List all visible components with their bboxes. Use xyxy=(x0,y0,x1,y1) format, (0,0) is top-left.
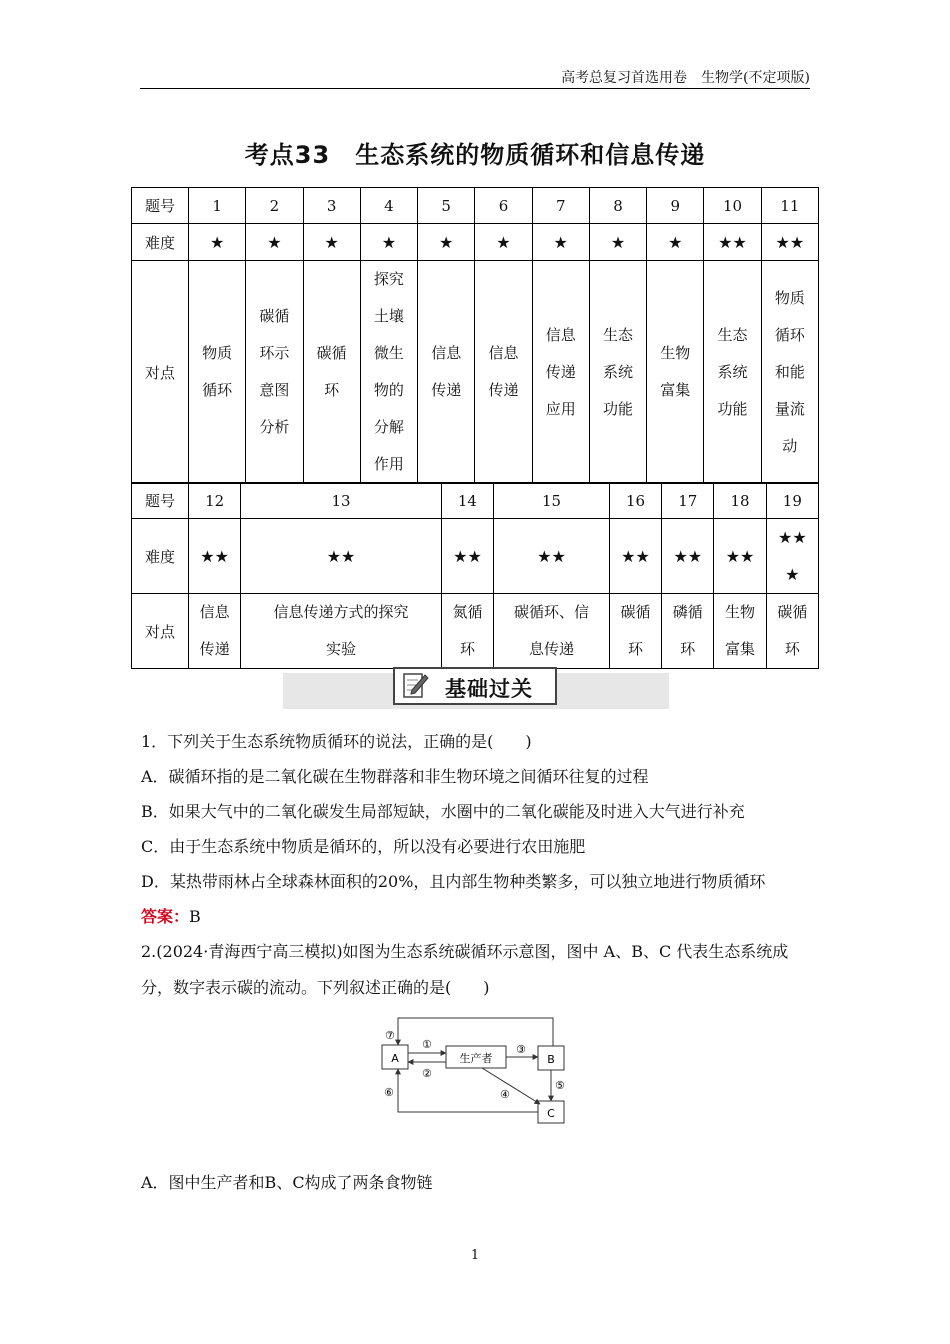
row-label-topic: 对点 xyxy=(132,261,189,484)
carbon-cycle-diagram xyxy=(370,1010,590,1130)
topic-line: 碳循 xyxy=(259,307,290,325)
topic-line: 功能 xyxy=(602,399,633,418)
topic-cell xyxy=(704,261,761,484)
arrow-4 xyxy=(482,1068,540,1104)
page-number: 1 xyxy=(470,1248,480,1263)
section-banner-box xyxy=(393,667,557,705)
topic-line: 微生 xyxy=(373,344,404,362)
topic-line: 量流 xyxy=(774,399,805,418)
difficulty-cell: ★★ xyxy=(441,519,493,594)
arrow-4-label: ④ xyxy=(500,1088,510,1101)
difficulty-table-1 xyxy=(131,187,819,484)
topic-cell xyxy=(241,594,442,669)
topic-cell xyxy=(360,261,417,484)
topic-line: 传递 xyxy=(488,381,519,399)
topic-line: 系统 xyxy=(717,362,748,381)
question-number-cell: 17 xyxy=(662,483,714,519)
difficulty-line: ★ xyxy=(785,565,800,584)
topic-cell xyxy=(532,261,589,484)
topic-line: 循环 xyxy=(202,381,233,399)
arrow-7-label: ⑦ xyxy=(385,1029,395,1042)
topic-line: 系统 xyxy=(602,362,633,381)
topic-cell xyxy=(662,594,714,669)
topic-line: 信息 xyxy=(431,344,462,362)
topic-line: 环 xyxy=(324,381,340,399)
question-number-cell: 12 xyxy=(189,483,241,519)
topic-cell xyxy=(189,261,246,484)
topic-line: 探究 xyxy=(373,270,404,288)
topic-cell xyxy=(475,261,532,484)
row-label-difficulty: 难度 xyxy=(132,519,189,594)
topic-line: 功能 xyxy=(717,399,748,418)
topic-line: 分解 xyxy=(373,418,404,436)
arrow-6-label: ⑥ xyxy=(384,1086,394,1099)
topic-line: 动 xyxy=(782,436,798,455)
topic-cell xyxy=(589,261,646,484)
question-number-cell: 8 xyxy=(589,188,646,224)
difficulty-cell: ★★ xyxy=(761,224,818,261)
question-number-cell: 4 xyxy=(360,188,417,224)
topic-line: 碳循 xyxy=(777,603,808,621)
question-number-cell: 6 xyxy=(475,188,532,224)
difficulty-cell: ★ xyxy=(418,224,475,261)
arrow-5-label: ⑤ xyxy=(555,1079,565,1092)
topic-line: 信息 xyxy=(199,603,230,621)
answer-value: B xyxy=(189,907,201,926)
difficulty-cell: ★★ xyxy=(494,519,610,594)
difficulty-cell: ★★ xyxy=(662,519,714,594)
topic-line: 信息传递方式的探究 xyxy=(273,603,409,621)
pencil-icon xyxy=(403,672,429,700)
difficulty-cell: ★ xyxy=(589,224,646,261)
question-number-cell: 7 xyxy=(532,188,589,224)
topic-line: 生物 xyxy=(660,344,691,362)
topic-line: 传递 xyxy=(545,362,576,381)
difficulty-table-2 xyxy=(131,482,819,669)
topic-line: 生态 xyxy=(602,325,633,344)
header-text: 高考总复习首选用卷 生物学(不定项版) xyxy=(561,70,810,86)
topic-cell xyxy=(609,594,661,669)
question-number-cell: 3 xyxy=(303,188,360,224)
topic-cell xyxy=(766,594,818,669)
topic-cell xyxy=(246,261,303,484)
q1-option-c: C．由于生态系统中物质是循环的，所以没有必要进行农田施肥 xyxy=(141,837,586,856)
arrow-6 xyxy=(398,1069,538,1112)
difficulty-cell: ★ xyxy=(246,224,303,261)
q1-answer xyxy=(141,904,201,927)
topic-line: 循环 xyxy=(774,325,805,344)
topic-line: 磷循 xyxy=(672,603,703,621)
topic-cell xyxy=(441,594,493,669)
topic-line: 物质 xyxy=(774,288,805,307)
row-label-difficulty: 难度 xyxy=(132,224,189,261)
topic-line: 信息 xyxy=(545,325,576,344)
question-number-cell: 13 xyxy=(241,483,442,519)
topic-line: 碳循 xyxy=(316,344,347,362)
q1-option-b: B．如果大气中的二氧化碳发生局部短缺，水圈中的二氧化碳能及时进入大气进行补充 xyxy=(141,802,745,821)
topic-cell xyxy=(647,261,704,484)
node-b-label: B xyxy=(547,1053,555,1066)
question-number-cell: 11 xyxy=(761,188,818,224)
topic-line: 信息 xyxy=(488,344,519,362)
topic-line: 碳循环、信 xyxy=(513,603,589,621)
difficulty-cell: ★ xyxy=(303,224,360,261)
arrow-2-label: ② xyxy=(422,1067,432,1080)
topic-line: 富集 xyxy=(725,640,756,658)
arrow-3-label: ③ xyxy=(516,1043,526,1056)
question-number-cell: 18 xyxy=(714,483,766,519)
topic-line: 富集 xyxy=(660,381,691,399)
question-number-cell: 19 xyxy=(766,483,818,519)
topic-line: 传递 xyxy=(431,381,462,399)
page-title: 考点33 生态系统的物质循环和信息传递 xyxy=(244,141,706,169)
difficulty-cell: ★★ xyxy=(704,224,761,261)
topic-line: 环示 xyxy=(259,344,290,362)
difficulty-cell xyxy=(766,519,818,594)
topic-cell xyxy=(418,261,475,484)
difficulty-line: ★★ xyxy=(778,528,807,547)
difficulty-cell: ★ xyxy=(647,224,704,261)
row-label-topic: 对点 xyxy=(132,594,189,669)
topic-line: 作用 xyxy=(373,455,404,473)
difficulty-cell: ★★ xyxy=(714,519,766,594)
question-number-cell: 14 xyxy=(441,483,493,519)
topic-line: 传递 xyxy=(199,640,230,658)
difficulty-cell: ★★ xyxy=(189,519,241,594)
topic-line: 物质 xyxy=(202,344,233,362)
topic-cell xyxy=(189,594,241,669)
topic-line: 意图 xyxy=(259,381,290,399)
difficulty-cell: ★★ xyxy=(609,519,661,594)
node-producer-label: 生产者 xyxy=(459,1052,493,1065)
topic-line: 分析 xyxy=(259,418,290,436)
topic-line: 生态 xyxy=(717,325,748,344)
question-number-cell: 5 xyxy=(418,188,475,224)
q1-stem: 1．下列关于生态系统物质循环的说法，正确的是( ) xyxy=(141,732,532,751)
topic-line: 环 xyxy=(680,640,696,658)
topic-cell xyxy=(714,594,766,669)
question-number-cell: 16 xyxy=(609,483,661,519)
topic-cell xyxy=(494,594,610,669)
question-number-cell: 2 xyxy=(246,188,303,224)
topic-line: 环 xyxy=(784,640,800,658)
difficulty-cell: ★ xyxy=(475,224,532,261)
difficulty-cell: ★ xyxy=(360,224,417,261)
topic-cell xyxy=(761,261,818,484)
q2-stem-line2: 分，数字表示碳的流动。下列叙述正确的是( ) xyxy=(141,978,490,997)
question-number-cell: 1 xyxy=(189,188,246,224)
arrow-1-label: ① xyxy=(422,1038,432,1051)
topic-line: 物的 xyxy=(373,381,404,399)
question-number-cell: 15 xyxy=(494,483,610,519)
topic-line: 碳循 xyxy=(620,603,651,621)
banner-label: 基础过关 xyxy=(445,677,533,701)
topic-line: 实验 xyxy=(326,640,357,658)
node-a-label: A xyxy=(391,1052,399,1065)
topic-line: 环 xyxy=(459,640,475,658)
answer-label: 答案： xyxy=(141,907,190,926)
q1-option-d: D．某热带雨林占全球森林面积的20%，且内部生物种类繁多，可以独立地进行物质循环 xyxy=(141,872,766,891)
topic-cell xyxy=(303,261,360,484)
difficulty-cell: ★ xyxy=(189,224,246,261)
question-number-cell: 10 xyxy=(704,188,761,224)
q2-option-a: A．图中生产者和B、C构成了两条食物链 xyxy=(141,1173,433,1192)
question-number-cell: 9 xyxy=(647,188,704,224)
topic-line: 土壤 xyxy=(373,307,404,325)
difficulty-cell: ★★ xyxy=(241,519,442,594)
difficulty-cell: ★ xyxy=(532,224,589,261)
row-label-number: 题号 xyxy=(132,483,189,519)
node-c-label: C xyxy=(547,1107,555,1120)
topic-line: 环 xyxy=(628,640,644,658)
header-rule xyxy=(140,88,810,89)
row-label-number: 题号 xyxy=(132,188,189,224)
topic-line: 生物 xyxy=(725,603,756,621)
topic-line: 应用 xyxy=(545,399,576,418)
topic-line: 氮循 xyxy=(452,603,483,621)
topic-line: 和能 xyxy=(774,362,805,381)
topic-line: 息传递 xyxy=(528,640,574,658)
q1-option-a: A．碳循环指的是二氧化碳在生物群落和非生物环境之间循环往复的过程 xyxy=(141,767,649,786)
q2-stem-line1: 2.(2024·青海西宁高三模拟)如图为生态系统碳循环示意图，图中 A、B、C 代表生态系统成 xyxy=(141,942,789,961)
